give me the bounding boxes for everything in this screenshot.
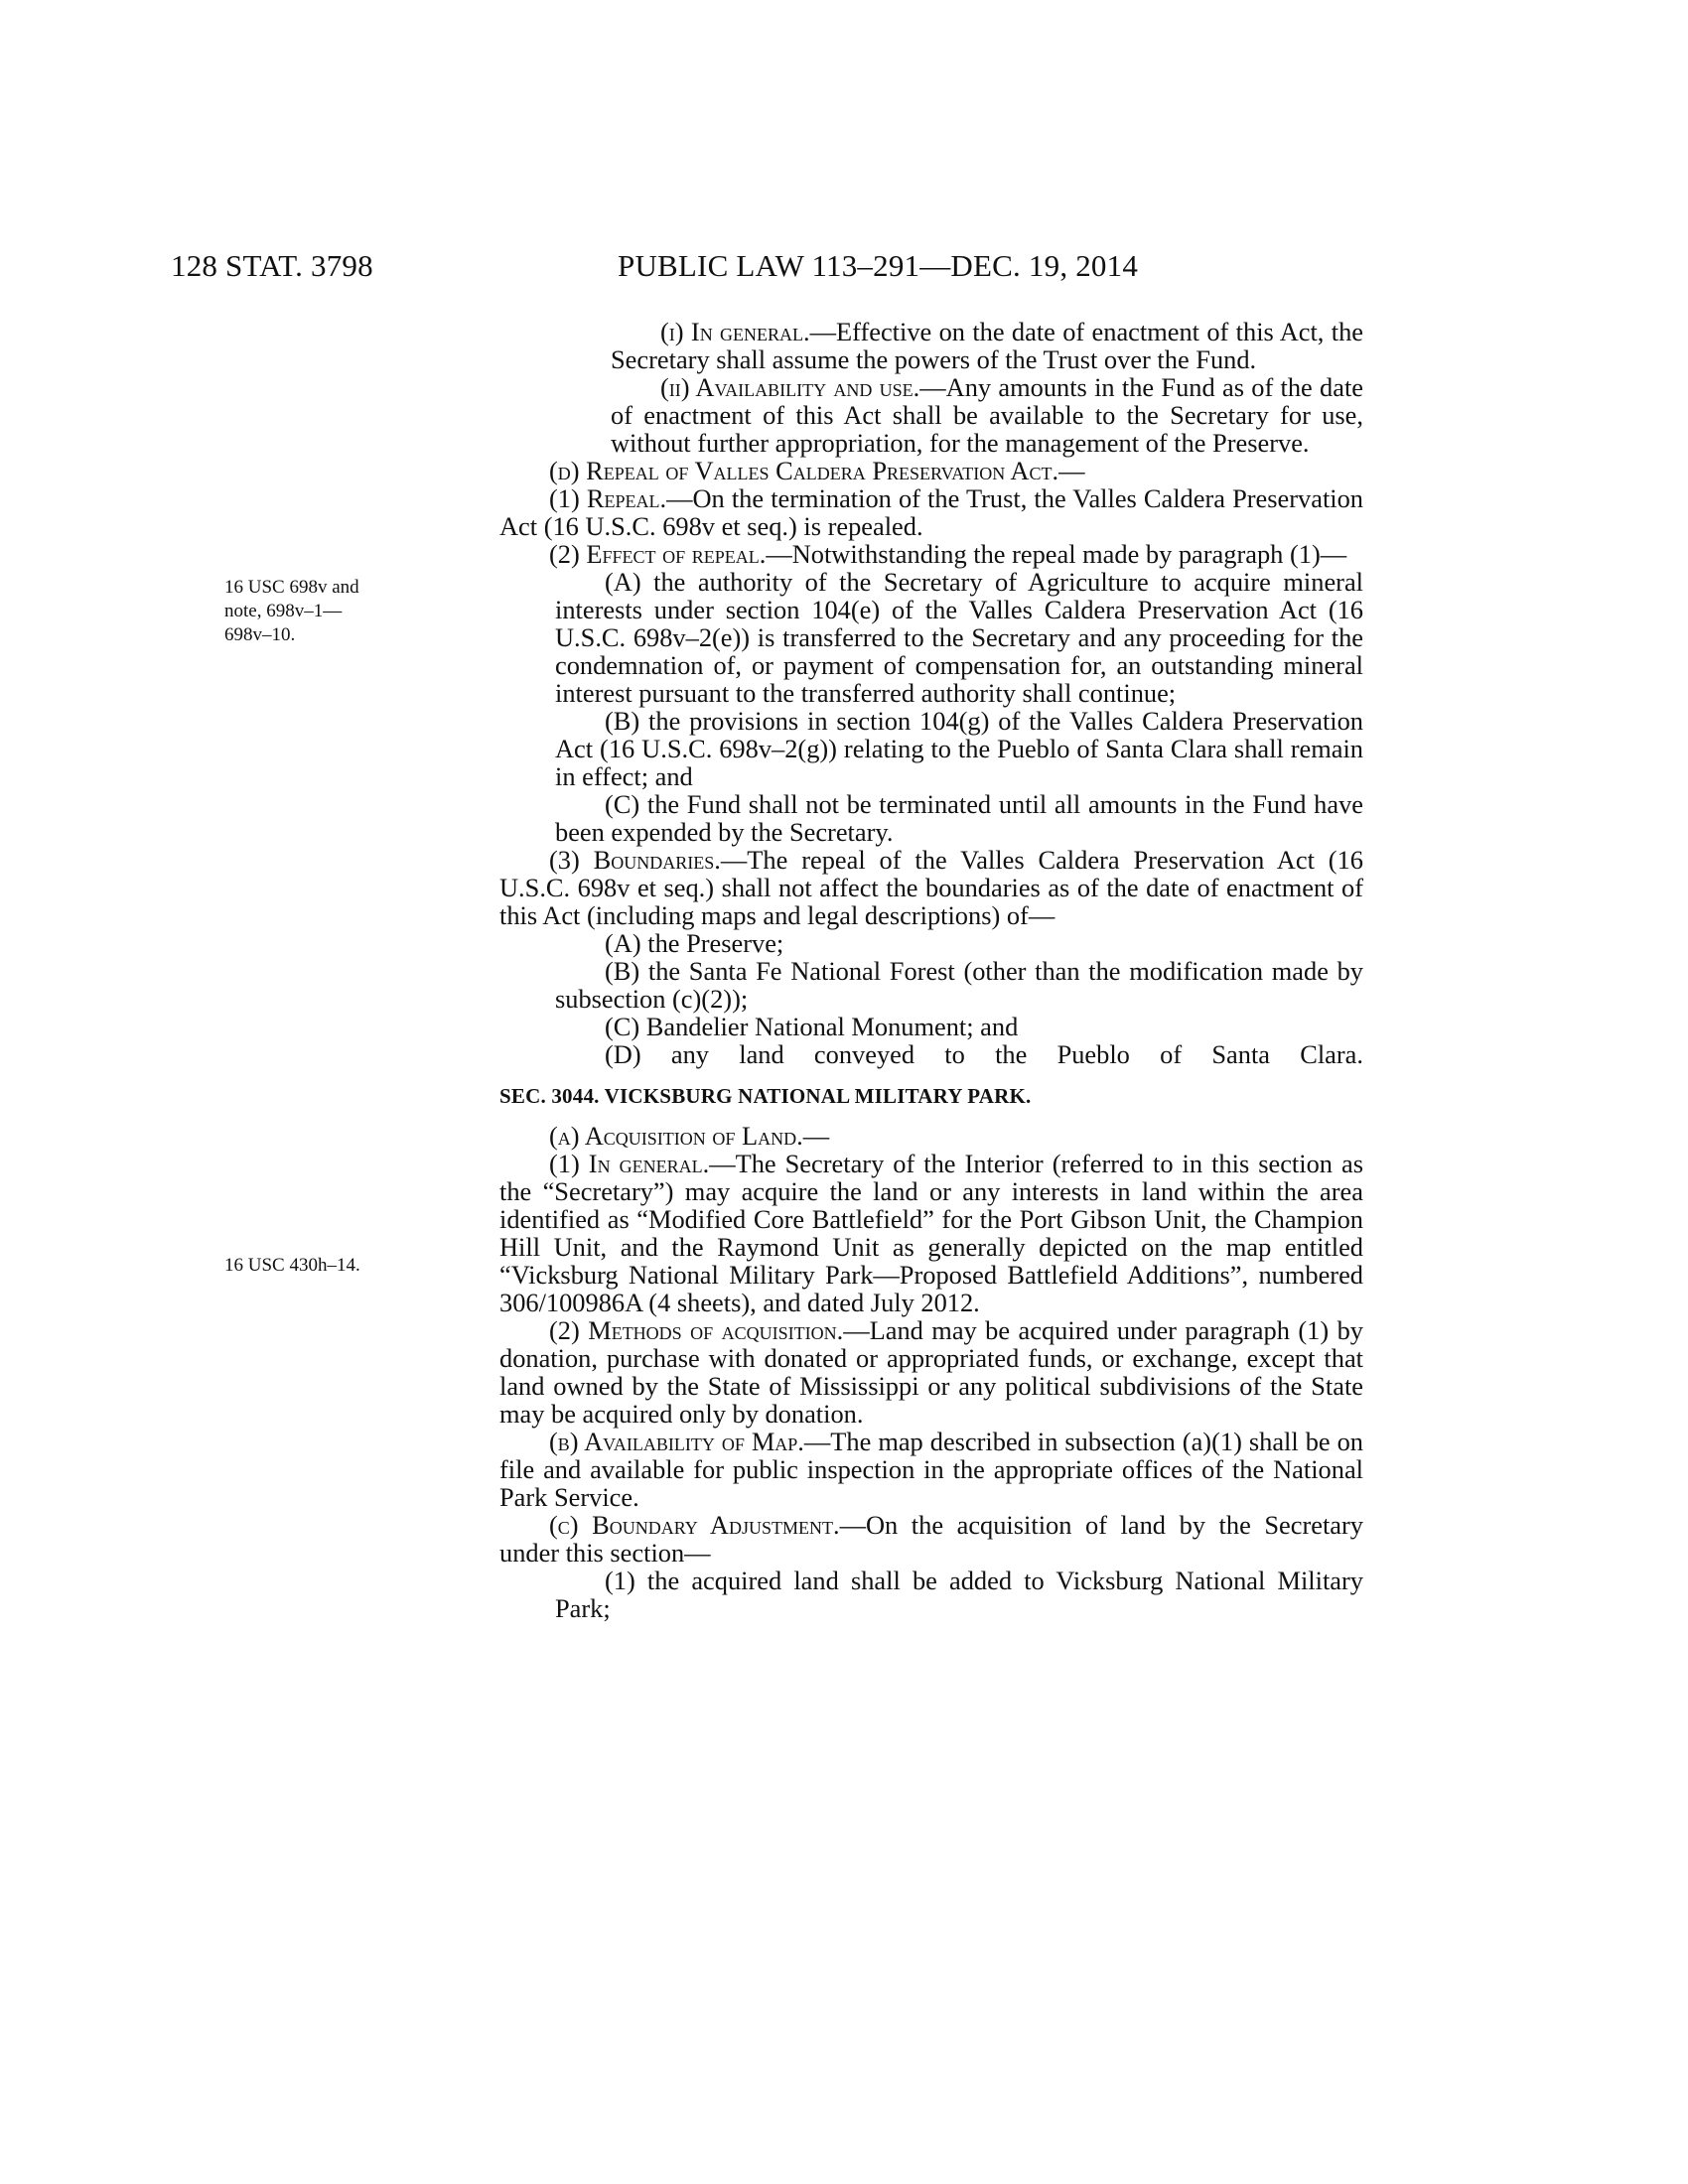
para-text: —Notwithstanding the repeal made by paragraph (1)— xyxy=(766,539,1347,569)
para-d-2-B: (B) the provisions in section 104(g) of the Valles Caldera Preservation Act (16 U.S.C. 698v–2(g)) relating to the Pueblo of Santa Clara shall remain in effect; and xyxy=(555,706,1363,791)
page-stat-reference: 128 STAT. 3798 xyxy=(171,248,373,283)
para-heading: (b) Availability of Map. xyxy=(549,1427,804,1456)
para-a xyxy=(499,1122,1363,1150)
para-text: —Any amounts in the Fund as of the date of enactment of this Act shall be available to the Secretary for use, without further appropriation, for the management of the Preserve. xyxy=(611,372,1363,458)
para-text: — xyxy=(1058,456,1085,485)
para-c xyxy=(499,1511,1363,1567)
para-heading: (2) Effect of repeal. xyxy=(549,539,767,569)
para-heading: (3) Boundaries. xyxy=(549,845,721,875)
margin-note-line: 16 USC 698v and xyxy=(224,577,359,598)
para-heading: (1) Repeal. xyxy=(549,483,667,513)
para-heading: (ii) Availability and use. xyxy=(660,372,920,402)
para-text: —Effective on the date of enactment of this Act, the Secretary shall assume the powers of the Trust over the Fund. xyxy=(611,317,1363,374)
para-heading: (i) In general. xyxy=(660,317,810,346)
para-text: —Land may be acquired under paragraph (1) by donation, purchase with donated or appropriated funds, or exchange, except that land owned by the State of Mississippi or any political subdivisions of the State may be acquired only by donation. xyxy=(499,1315,1363,1429)
para-d-3-C: (C) Bandelier National Monument; and xyxy=(605,1012,1019,1041)
para-text: —On the acquisition of land by the Secretary under this section— xyxy=(499,1510,1364,1568)
para-text: —The Secretary of the Interior (referred to in this section as the “Secretary”) may acquire the land or any interests in land within the area identified as “Modified Core Battlefield” for the Port Gibson Unit, the Champion Hill Unit, and the Raymond Unit as generally depicted on the map entitled “Vicksburg National Military Park—Proposed Battlefield Additions”, numbered 306/100986A (4 sheets), and dated July 2012. xyxy=(499,1149,1363,1317)
para-text: —The map described in subsection (a)(1) shall be on file and available for public inspection in the appropriate offices of the National Park Service. xyxy=(499,1427,1363,1512)
para-d-3-B: (B) the Santa Fe National Forest (other than the modification made by subsection (c)(2)); xyxy=(555,956,1363,1014)
margin-note-line: 698v–10. xyxy=(224,624,296,645)
para-text: — xyxy=(802,1121,830,1151)
para-c-1: (1) the acquired land shall be added to Vicksburg National Military Park; xyxy=(555,1566,1363,1623)
para-heading: (a) Acquisition of Land. xyxy=(549,1121,803,1151)
para-d xyxy=(499,457,1363,484)
para-d-2-A: (A) the authority of the Secretary of Agriculture to acquire mineral interests under section 104(e) of the Valles Caldera Preservation Act (16 U.S.C. 698v–2(e)) is transferred to the Secretary and any proceeding for the condemnation of, or payment of compensation for, an outstanding mineral interest pursuant to the transferred authority shall continue; xyxy=(555,567,1363,708)
document-body xyxy=(499,318,1363,1622)
para-c-i xyxy=(499,318,1363,373)
para-heading: (d) Repeal of Valles Caldera Preservation Act. xyxy=(549,456,1059,485)
para-d-1 xyxy=(499,484,1363,540)
para-b xyxy=(499,1428,1363,1511)
para-heading: (c) Boundary Adjustment. xyxy=(549,1510,840,1540)
para-d-3 xyxy=(499,846,1363,929)
margin-note-usc-698v xyxy=(224,576,473,647)
para-d-2 xyxy=(499,540,1363,568)
para-d-3-A: (A) the Preserve; xyxy=(605,928,784,958)
para-text: —On the termination of the Trust, the Valles Caldera Preservation Act (16 U.S.C. 698v et seq.) is repealed. xyxy=(499,483,1363,541)
para-text: —The repeal of the Valles Caldera Preservation Act (16 U.S.C. 698v et seq.) shall not affect the boundaries as of the date of enactment of this Act (including maps and legal descriptions) of— xyxy=(499,845,1363,930)
para-d-3-D: (D) any land conveyed to the Pueblo of Santa Clara. xyxy=(605,1039,1363,1069)
margin-note-usc-430h: 16 USC 430h–14. xyxy=(224,1255,360,1276)
page-title: PUBLIC LAW 113–291—DEC. 19, 2014 xyxy=(618,248,1139,283)
para-d-2-C: (C) the Fund shall not be terminated until all amounts in the Fund have been expended by the Secretary. xyxy=(555,789,1363,847)
para-heading: (2) Methods of acquisition. xyxy=(549,1315,844,1345)
para-a-1 xyxy=(499,1150,1363,1316)
para-c-ii xyxy=(499,373,1363,457)
para-heading: (1) In general. xyxy=(549,1149,710,1178)
margin-note-line: note, 698v–1— xyxy=(224,601,343,621)
para-a-2 xyxy=(499,1316,1363,1428)
section-heading: SEC. 3044. VICKSBURG NATIONAL MILITARY PARK. xyxy=(499,1084,1032,1108)
